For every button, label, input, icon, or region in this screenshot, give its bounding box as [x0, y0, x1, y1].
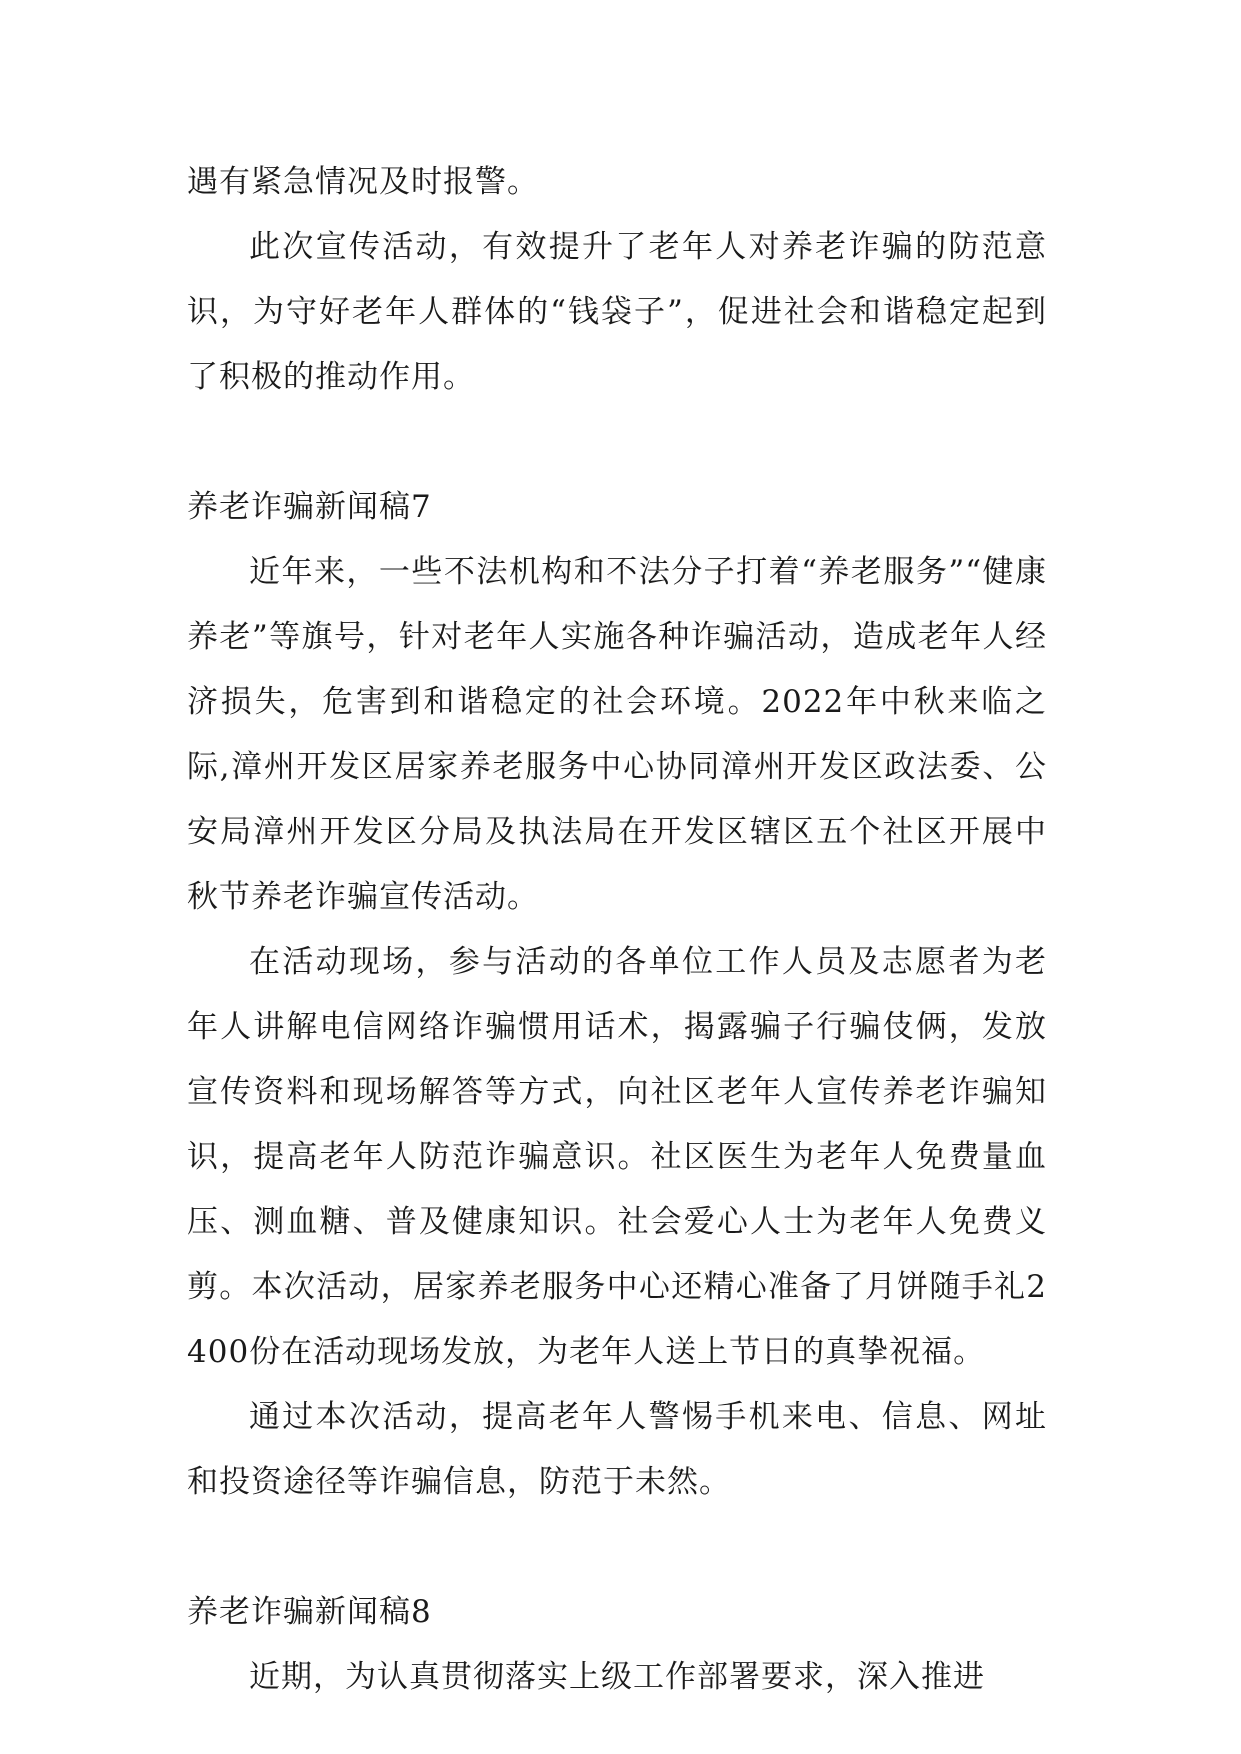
article-7-paragraph-3: 通过本次活动，提高老年人警惕手机来电、信息、网址和投资途径等诈骗信息，防范于未然。 [187, 1399, 1047, 1500]
document-page [187, 150, 1047, 1710]
article-8-paragraph-1: 近期，为认真贯彻落实上级工作部署要求，深入推进 [249, 1659, 985, 1695]
section-spacer [187, 1515, 1047, 1580]
article-7-paragraph-1: 近年来，一些不法机构和不法分子打着“养老服务”“健康养老”等旗号，针对老年人实施各种诈骗活动，造成老年人经济损失，危害到和谐稳定的社会环境。2022年中秋来临之际,漳州开发区居家养老服务中心协同漳州开发区政法委、公安局漳州开发区分局及执法局在开发区辖区五个社区开展中秋节养老诈骗宣传活动。 [187, 554, 1047, 915]
summary-paragraph: 此次宣传活动，有效提升了老年人对养老诈骗的防范意识，为守好老年人群体的“钱袋子”，促进社会和谐稳定起到了积极的推动作用。 [187, 229, 1047, 395]
article-7-paragraph-2: 在活动现场，参与活动的各单位工作人员及志愿者为老年人讲解电信网络诈骗惯用话术，揭露骗子行骗伎俩，发放宣传资料和现场解答等方式，向社区老年人宣传养老诈骗知识，提高老年人防范诈骗意识。社区医生为老年人免费量血压、测血糖、普及健康知识。社会爱心人士为老年人免费义剪。本次活动，居家养老服务中心还精心准备了月饼随手礼2400份在活动现场发放，为老年人送上节日的真挚祝福。 [187, 944, 1047, 1370]
article-8-title: 养老诈骗新闻稿8 [187, 1594, 432, 1630]
continuation-paragraph: 遇有紧急情况及时报警。 [187, 164, 539, 200]
article-7-title: 养老诈骗新闻稿7 [187, 489, 432, 525]
section-spacer [187, 410, 1047, 475]
